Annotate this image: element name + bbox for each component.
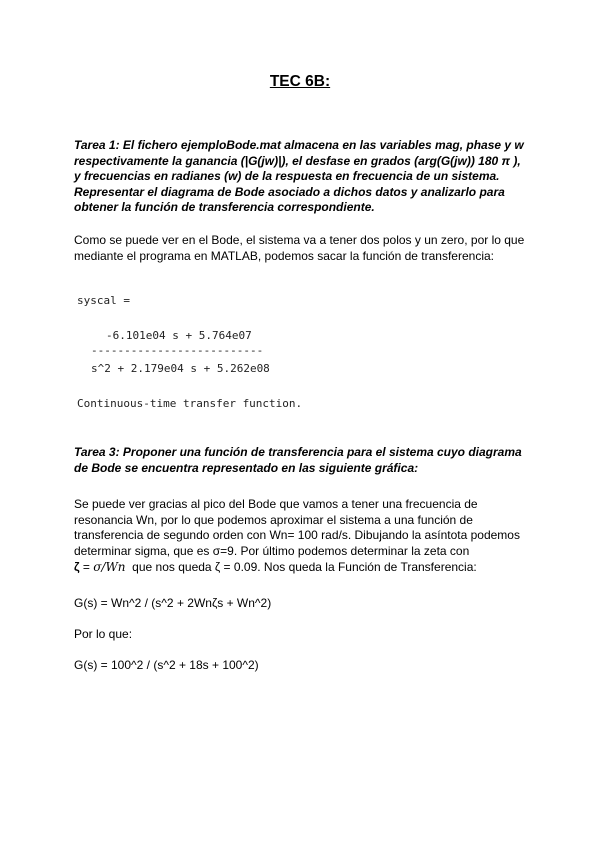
tarea1-statement — [74, 138, 534, 216]
formula-final: G(s) = 100^2 / (s^2 + 18s + 100^2) — [74, 658, 259, 672]
tarea1-line: Tarea 1: El fichero ejemploBode.mat almacena en las variables mag, phase y w — [74, 138, 524, 152]
intro-paragraph — [74, 233, 544, 264]
tarea1-line: obtener la función de transferencia correspondiente. — [74, 200, 375, 214]
code-var: syscal = — [77, 294, 130, 307]
tarea3-line: Tarea 3: Proponer una función de transferencia para el sistema cuyo diagrama — [74, 445, 522, 459]
zeta-equals: = — [79, 559, 94, 574]
analysis-line: transferencia de segundo orden con Wn= 100 rad/s. Dibujando la asíntota podemos — [74, 528, 520, 543]
analysis-line: Se puede ver gracias al pico del Bode que vamos a tener una frecuencia de — [74, 497, 478, 511]
formula-general: G(s) = Wn^2 / (s^2 + 2Wnζs + Wn^2) — [74, 596, 272, 610]
tarea1-line: y frecuencias en radianes (w) de la respuesta en frecuencia de un sistema. — [74, 169, 500, 183]
tarea1-line: Representar el diagrama de Bode asociado a dichos datos y analizarlo para — [74, 184, 505, 199]
code-divider: -------------------------- — [91, 344, 264, 357]
code-footer: Continuous-time transfer function. — [77, 397, 303, 410]
page-title: TEC 6B: — [269, 73, 331, 90]
analysis-paragraph — [74, 497, 544, 576]
intro-line: mediante el programa en MATLAB, podemos sacar la función de transferencia: — [74, 248, 494, 263]
intro-line: Como se puede ver en el Bode, el sistema va a tener dos polos y un zero, por lo que — [74, 233, 525, 247]
zeta-line — [74, 560, 544, 576]
tarea3-line: de Bode se encuentra representado en las siguiente gráfica: — [74, 460, 419, 475]
analysis-line: resonancia Wn, por lo que podemos aproximar el sistema a una función de — [74, 512, 473, 527]
zeta-symbol: ζ — [74, 559, 80, 574]
tarea3-statement — [74, 445, 534, 476]
code-numerator: -6.101e04 s + 5.764e07 — [106, 329, 252, 342]
zeta-formula: σ/Wn — [93, 559, 126, 574]
por-lo-que-text: Por lo que: — [74, 627, 133, 641]
tarea1-line: respectivamente la ganancia (|G(jw)|), el desfase en grados (arg(G(jw)) 180 π ), — [74, 153, 521, 168]
analysis-line: determinar sigma, que es σ=9. Por último podemos determinar la zeta con — [74, 544, 470, 559]
zeta-rest: que nos queda ζ = 0.09. Nos queda la Función de Transferencia: — [125, 559, 477, 574]
code-denominator: s^2 + 2.179e04 s + 5.262e08 — [91, 362, 270, 375]
